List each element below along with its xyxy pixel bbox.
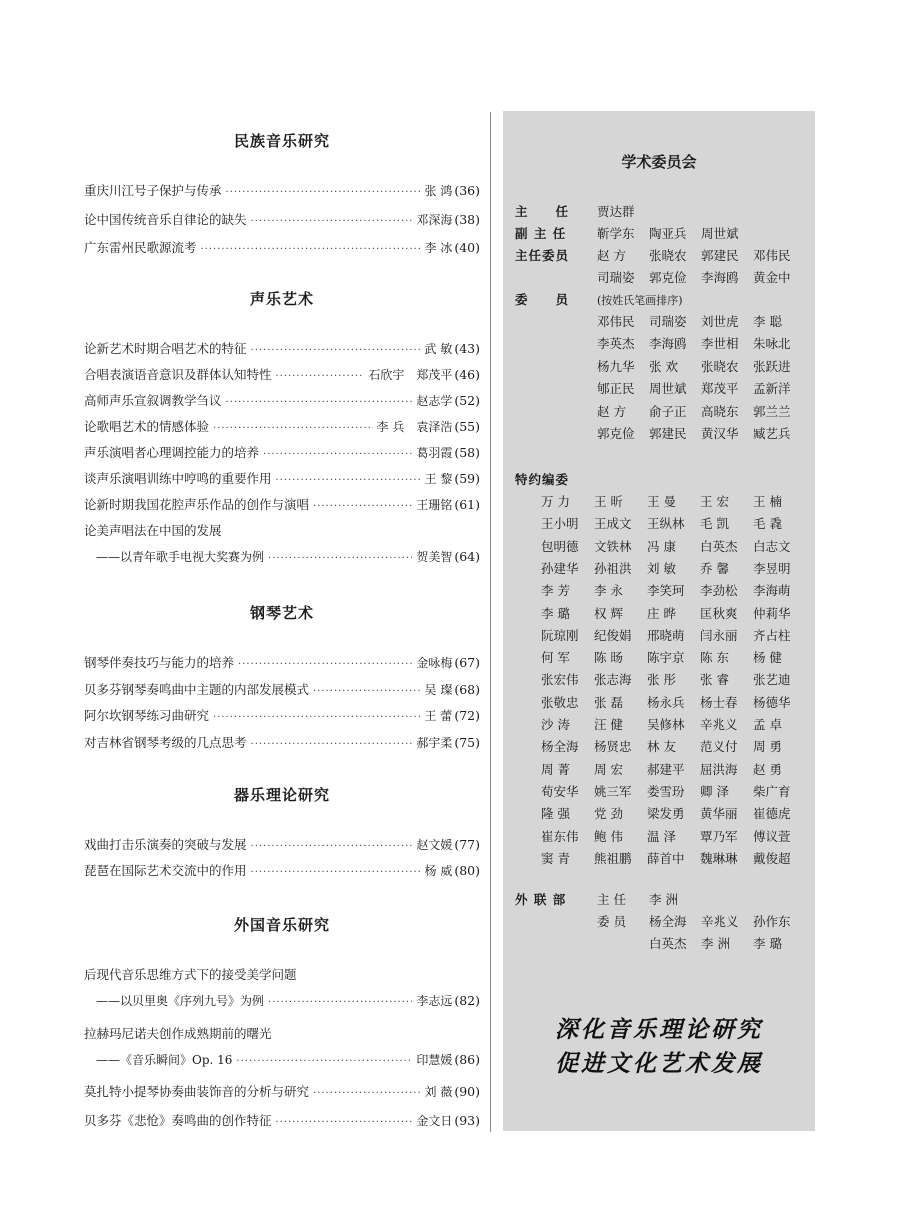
editor-name: 仲莉华 (753, 605, 791, 621)
editor-name: 周 宏 (594, 761, 623, 777)
editors-row (541, 692, 806, 714)
editor-name: 沙 涛 (541, 717, 570, 732)
editor-name: 孟 卓 (753, 717, 782, 732)
entry-title: 阿尔坎钢琴练习曲研究 (84, 708, 210, 723)
toc-entry[interactable] (84, 832, 480, 858)
entry-author: 王珊铭 (416, 498, 453, 512)
editor-name: 包明德 (541, 538, 579, 554)
editor-name: 娄雪玢 (647, 783, 685, 799)
editor-name: 王小明 (541, 516, 579, 532)
liaison-role: 委 员 (597, 914, 626, 929)
editors-row (541, 803, 806, 825)
editors-row (541, 826, 806, 848)
leader-dots (226, 390, 413, 416)
editor-name: 陈宇京 (647, 650, 685, 666)
toc-entry[interactable] (84, 362, 480, 388)
entry-title: 论新时期我国花腔声乐作品的创作与演唱 (84, 497, 310, 512)
editor-name: 温 泽 (647, 828, 676, 844)
entry-title: 谈声乐演唱训练中哼鸣的重要作用 (84, 471, 272, 486)
member-name: 张 欢 (649, 358, 678, 374)
member-name: 郭克俭 (649, 270, 687, 285)
editor-name: 王 宏 (700, 494, 729, 509)
editor-name: 林 友 (647, 739, 676, 755)
entry-title: 论中国传统音乐自律论的缺失 (84, 211, 247, 227)
entry-title: 论歌唱艺术的情感体验 (84, 419, 210, 434)
entry-page: (93) (454, 1112, 480, 1128)
editors-header-row (515, 469, 597, 491)
member-name: 张跃进 (753, 358, 791, 374)
editor-name: 王 昕 (594, 494, 623, 509)
member-name: 李海鸥 (701, 270, 739, 285)
entry-title: 对吉林省钢琴考级的几点思考 (84, 734, 247, 750)
leader-dots (268, 990, 412, 1016)
entry-author: 李 冰 (424, 241, 453, 255)
member-name: 贾达群 (597, 204, 635, 219)
editor-name: 赵 勇 (753, 761, 782, 777)
member-name: 孙作东 (753, 914, 791, 929)
editor-name: 吴修林 (647, 717, 685, 732)
entry-title: 贝多芬钢琴奏鸣曲中主题的内部发展模式 (84, 681, 310, 697)
entry-author: 石欣宇 郑茂平 (368, 368, 453, 382)
committee-role-label: 委 员 (515, 292, 570, 307)
director-members-row (515, 245, 805, 267)
leader-dots (251, 732, 413, 758)
entry-page: (43) (454, 341, 480, 356)
toc-entry[interactable] (84, 730, 480, 756)
leader-dots (313, 494, 412, 520)
editor-name: 荀安华 (541, 783, 579, 799)
member-name: 黄汉华 (701, 426, 739, 441)
members-header-row (515, 289, 683, 311)
entry-title: 后现代音乐思维方式下的接受美学问题 (84, 967, 297, 982)
toc-entry[interactable] (84, 414, 480, 440)
member-name: 李英杰 (597, 336, 635, 352)
editor-name: 毛 凯 (700, 516, 729, 532)
editor-name: 乔 馨 (700, 560, 729, 576)
editor-name: 陈 旸 (594, 650, 623, 666)
editor-name: 庄 晔 (647, 605, 676, 621)
leader-dots (251, 209, 413, 235)
entry-page: (67) (454, 655, 480, 670)
entry-title: 重庆川江号子保护与传承 (84, 183, 222, 198)
editors-label: 特约编委 (515, 472, 570, 487)
editor-name: 张志海 (594, 672, 632, 688)
editor-name: 匡秋爽 (700, 605, 738, 621)
member-name: 张晓农 (701, 358, 739, 374)
editor-name: 张 睿 (700, 672, 729, 688)
members-row (515, 311, 805, 333)
editor-name: 王纵林 (647, 516, 685, 532)
entry-author: 张 鸿 (424, 184, 453, 198)
editor-name: 魏琳琳 (700, 850, 738, 866)
member-name: 邓伟民 (597, 314, 635, 329)
liaison-role: 主 任 (597, 892, 626, 907)
editor-name: 姚三军 (594, 783, 632, 799)
editor-name: 齐占柱 (753, 627, 791, 643)
leader-dots (213, 705, 420, 731)
committee-role-label: 主 任 (515, 204, 570, 219)
editor-name: 崔东伟 (541, 828, 579, 844)
editor-name: 杨士春 (700, 694, 738, 710)
editor-name: 杨德华 (753, 694, 791, 710)
entry-page: (75) (454, 734, 480, 750)
member-name: 郭建民 (701, 248, 739, 263)
liaison-director-row (515, 889, 701, 911)
editor-name: 孙祖洪 (594, 560, 632, 576)
entry-page: (52) (454, 393, 480, 408)
editor-name: 周 勇 (753, 739, 782, 755)
editor-name: 阮琼刚 (541, 627, 579, 643)
editors-row (541, 736, 806, 758)
members-row (515, 378, 805, 400)
entry-title: 贝多芬《悲怆》奏鸣曲的创作特征 (84, 1112, 272, 1128)
editor-name: 柴广育 (753, 783, 791, 799)
editor-name: 李海萌 (753, 583, 791, 599)
member-name: 李 洲 (701, 936, 730, 951)
editor-name: 鲍 伟 (594, 828, 623, 844)
toc-entry[interactable] (84, 858, 480, 884)
editor-name: 纪俊娟 (594, 627, 632, 643)
member-name: 邓伟民 (753, 248, 791, 263)
member-name: 李 洲 (649, 892, 678, 907)
entry-author: 贺美智 (416, 550, 453, 564)
committee-title: 学术委员会 (621, 153, 697, 171)
editors-row (541, 759, 806, 781)
editor-name: 杨 健 (753, 650, 782, 666)
toc-entry[interactable] (84, 1108, 480, 1134)
member-name: 黄金中 (753, 270, 791, 285)
members-note: (按姓氏笔画排序) (597, 294, 683, 307)
entry-page: (36) (454, 183, 480, 198)
committee-panel (503, 111, 815, 1131)
editor-name: 党 劲 (594, 806, 623, 822)
editor-name: 杨全海 (541, 739, 579, 755)
members-row (515, 333, 805, 355)
toc-entry[interactable] (84, 178, 480, 204)
editors-row (541, 781, 806, 803)
editor-name: 孙建华 (541, 560, 579, 576)
entry-title: 钢琴伴奏技巧与能力的培养 (84, 655, 235, 670)
leader-dots (238, 652, 412, 678)
leader-dots (268, 546, 412, 572)
director-row (515, 201, 649, 223)
entry-page: (59) (454, 471, 480, 486)
editors-row (541, 603, 806, 625)
editor-name: 李笑珂 (647, 583, 685, 599)
editor-name: 隆 强 (541, 806, 570, 822)
column-divider (490, 112, 491, 1132)
toc-entry[interactable] (84, 703, 480, 729)
editor-name: 周 菁 (541, 761, 570, 777)
editors-row (541, 558, 806, 580)
editor-name: 张敬忠 (541, 694, 579, 710)
members-row (515, 356, 805, 378)
entry-author: 邓深海 (416, 212, 453, 227)
entry-author: 吴 璨 (424, 682, 453, 697)
member-name: 郭建民 (649, 426, 687, 441)
toc-entry[interactable] (84, 235, 480, 261)
leader-dots (263, 442, 412, 468)
entry-author: 印慧媛 (416, 1052, 453, 1067)
editor-name: 张 彤 (647, 672, 676, 688)
editor-name: 梁发勇 (647, 806, 685, 822)
member-name: 白英杰 (649, 936, 687, 951)
member-name: 郇正民 (597, 381, 635, 397)
editor-name: 范义付 (700, 739, 738, 755)
leader-dots (251, 338, 421, 364)
entry-page: (46) (454, 367, 480, 382)
member-name: 俞子正 (649, 403, 687, 419)
leader-dots (276, 468, 421, 494)
editor-name: 杨贤忠 (594, 739, 632, 755)
toc-entry[interactable] (84, 677, 480, 703)
entry-author: 王 蕾 (424, 709, 453, 723)
section-title: 外国音乐研究 (233, 916, 330, 934)
slogan-line: 深化音乐理论研究 (555, 1017, 763, 1043)
editor-name: 薛首中 (647, 850, 685, 866)
committee-role-label: 主任委员 (515, 248, 570, 263)
member-name: 杨九华 (597, 358, 635, 374)
liaison-members-row (515, 911, 805, 933)
member-name: 杨全海 (649, 914, 687, 929)
entry-author: 李志远 (416, 994, 453, 1008)
editors-row (541, 536, 806, 558)
editor-name: 邢晓萌 (647, 627, 685, 643)
entry-page: (68) (454, 681, 480, 697)
toc-entry[interactable] (84, 518, 480, 570)
member-name: 靳学东 (597, 226, 635, 241)
entry-page: (86) (454, 1051, 480, 1067)
member-name: 赵 方 (597, 403, 626, 419)
section-title: 声乐艺术 (249, 290, 314, 308)
editor-name: 卿 泽 (700, 783, 729, 799)
member-name: 刘世虎 (701, 314, 739, 329)
entry-title: 戏曲打击乐演奏的突破与发展 (84, 837, 247, 852)
member-name: 司瑞姿 (597, 270, 635, 285)
editor-name: 闫永丽 (700, 627, 738, 643)
member-name: 郑茂平 (701, 381, 739, 397)
editor-name: 陈 东 (700, 650, 729, 666)
director-members-row (515, 267, 805, 289)
toc-entry[interactable] (84, 336, 480, 362)
entry-author: 郝宇柔 (416, 735, 453, 750)
entry-page: (64) (454, 549, 480, 564)
member-name: 辛兆义 (701, 914, 739, 929)
editors-row (541, 848, 806, 870)
entry-title: 广东雷州民歌源流考 (84, 240, 197, 255)
member-name: 陶亚兵 (649, 226, 687, 241)
entry-title: 合唱表演语音意识及群体认知特性 (84, 367, 272, 382)
editor-name: 张宏伟 (541, 672, 579, 688)
entry-title: 声乐演唱者心理调控能力的培养 (84, 445, 260, 460)
editors-row (541, 669, 806, 691)
member-name: 孟新洋 (753, 381, 791, 397)
editor-name: 王成文 (594, 516, 632, 532)
section-title: 钢琴艺术 (249, 604, 314, 622)
entry-page: (40) (454, 240, 480, 255)
leader-dots (226, 180, 421, 206)
member-name: 郭克俭 (597, 426, 635, 441)
toc-entry[interactable] (84, 466, 480, 492)
editor-name: 辛兆义 (700, 717, 738, 732)
editors-row (541, 491, 806, 513)
members-row (515, 423, 805, 445)
section-title: 民族音乐研究 (233, 132, 330, 150)
editor-name: 汪 健 (594, 717, 623, 732)
editor-name: 李 永 (594, 583, 623, 599)
editors-row (541, 580, 806, 602)
entry-subtitle: ——以贝里奥《序列九号》为例 (84, 994, 265, 1008)
member-name: 高晓东 (701, 403, 739, 419)
slogan-line: 促进文化艺术发展 (555, 1051, 763, 1077)
toc-entry[interactable] (84, 1079, 480, 1105)
toc-entry[interactable] (84, 440, 480, 466)
entry-title: 论新艺术时期合唱艺术的特征 (84, 341, 247, 356)
editor-name: 傅议萱 (753, 828, 791, 844)
entry-page: (90) (454, 1084, 480, 1099)
editor-name: 冯 康 (647, 538, 676, 554)
editor-name: 黄华丽 (700, 806, 738, 822)
leader-dots (276, 364, 365, 390)
editor-name: 李劲松 (700, 583, 738, 599)
entry-page: (55) (454, 419, 480, 434)
entry-author: 金文日 (416, 1113, 453, 1128)
entry-title: 论美声唱法在中国的发展 (84, 523, 222, 538)
editors-row (541, 714, 806, 736)
liaison-label: 外 联 部 (515, 892, 567, 907)
editor-name: 李 芳 (541, 583, 570, 599)
member-name: 李 聪 (753, 314, 782, 329)
leader-dots (313, 1081, 420, 1107)
editor-name: 毛 毳 (753, 516, 782, 532)
liaison-members-row (515, 933, 805, 955)
editor-name: 权 辉 (594, 605, 623, 621)
toc-entry[interactable] (84, 207, 480, 233)
committee-role-label: 副 主 任 (515, 226, 567, 241)
member-name: 李海鸥 (649, 336, 687, 352)
member-name: 郭兰兰 (753, 403, 791, 419)
entry-title: 莫扎特小提琴协奏曲装饰音的分析与研究 (84, 1084, 310, 1099)
entry-author: 金咏梅 (416, 656, 453, 670)
member-name: 周世斌 (649, 381, 687, 397)
toc-entry[interactable] (84, 492, 480, 518)
editor-name: 白志文 (753, 538, 791, 554)
editors-row (541, 513, 806, 535)
entry-title: 高师声乐宣叙调教学刍议 (84, 393, 222, 408)
entry-author: 刘 薇 (424, 1085, 453, 1099)
entry-author: 葛羽霞 (416, 446, 453, 460)
member-name: 李世相 (701, 336, 739, 352)
leader-dots (236, 1049, 412, 1075)
member-name: 李 璐 (753, 936, 782, 951)
editor-name: 杨永兵 (647, 694, 685, 710)
editor-name: 刘 敏 (647, 560, 676, 576)
editor-name: 屈洪海 (700, 761, 738, 777)
entry-page: (77) (454, 837, 480, 852)
entry-author: 李 兵 袁泽浩 (376, 420, 453, 434)
leader-dots (201, 237, 421, 263)
editor-name: 郝建平 (647, 761, 685, 777)
entry-author: 杨 威 (424, 864, 453, 878)
entry-title: 琵琶在国际艺术交流中的作用 (84, 863, 247, 878)
editor-name: 李 璐 (541, 605, 570, 621)
editor-name: 王 曼 (647, 494, 676, 509)
entry-subtitle: ——《音乐瞬间》Op. 16 (84, 1052, 233, 1067)
entry-page: (58) (454, 445, 480, 460)
editor-name: 王 楠 (753, 494, 782, 509)
entry-author: 王 黎 (424, 472, 453, 486)
entry-page: (38) (454, 211, 480, 227)
member-name: 朱咏北 (753, 336, 791, 352)
entry-subtitle: ——以青年歌手电视大奖赛为例 (84, 550, 265, 564)
entry-page: (82) (454, 993, 480, 1008)
editor-name: 崔德虎 (753, 806, 791, 822)
toc-entry[interactable] (84, 650, 480, 676)
member-name: 司瑞姿 (649, 314, 687, 329)
leader-dots (276, 1110, 413, 1136)
entry-page: (72) (454, 708, 480, 723)
entry-author: 赵志学 (416, 394, 453, 408)
member-name: 周世斌 (701, 226, 739, 241)
entry-author: 赵文媛 (416, 838, 453, 852)
editor-name: 熊祖鹏 (594, 850, 632, 866)
toc-entry[interactable] (84, 388, 480, 414)
editor-name: 戴俊超 (753, 850, 791, 866)
leader-dots (213, 416, 372, 442)
toc-entry[interactable] (84, 962, 480, 1014)
section-title: 器乐理论研究 (233, 786, 330, 804)
editor-name: 白英杰 (700, 538, 738, 554)
editor-name: 何 军 (541, 650, 570, 666)
members-row (515, 401, 805, 423)
entry-author: 武 敏 (424, 342, 453, 356)
editors-row (541, 647, 806, 669)
entry-page: (61) (454, 497, 480, 512)
toc-entry[interactable] (84, 1021, 480, 1073)
editor-name: 万 力 (541, 494, 570, 509)
leader-dots (251, 860, 421, 886)
member-name: 赵 方 (597, 248, 626, 263)
editors-row (541, 625, 806, 647)
editor-name: 张艺迪 (753, 672, 791, 688)
editor-name: 李昱明 (753, 560, 791, 576)
entry-page: (80) (454, 863, 480, 878)
member-name: 张晓农 (649, 248, 687, 263)
leader-dots (313, 679, 420, 705)
editor-name: 张 磊 (594, 694, 623, 710)
editor-name: 覃乃军 (700, 828, 738, 844)
entry-title: 拉赫玛尼诺夫创作成熟期前的曙光 (84, 1025, 272, 1041)
vice-director-row (515, 223, 753, 245)
editor-name: 窦 青 (541, 850, 570, 866)
editor-name: 文铁林 (594, 538, 632, 554)
member-name: 臧艺兵 (753, 426, 791, 441)
leader-dots (251, 834, 413, 860)
